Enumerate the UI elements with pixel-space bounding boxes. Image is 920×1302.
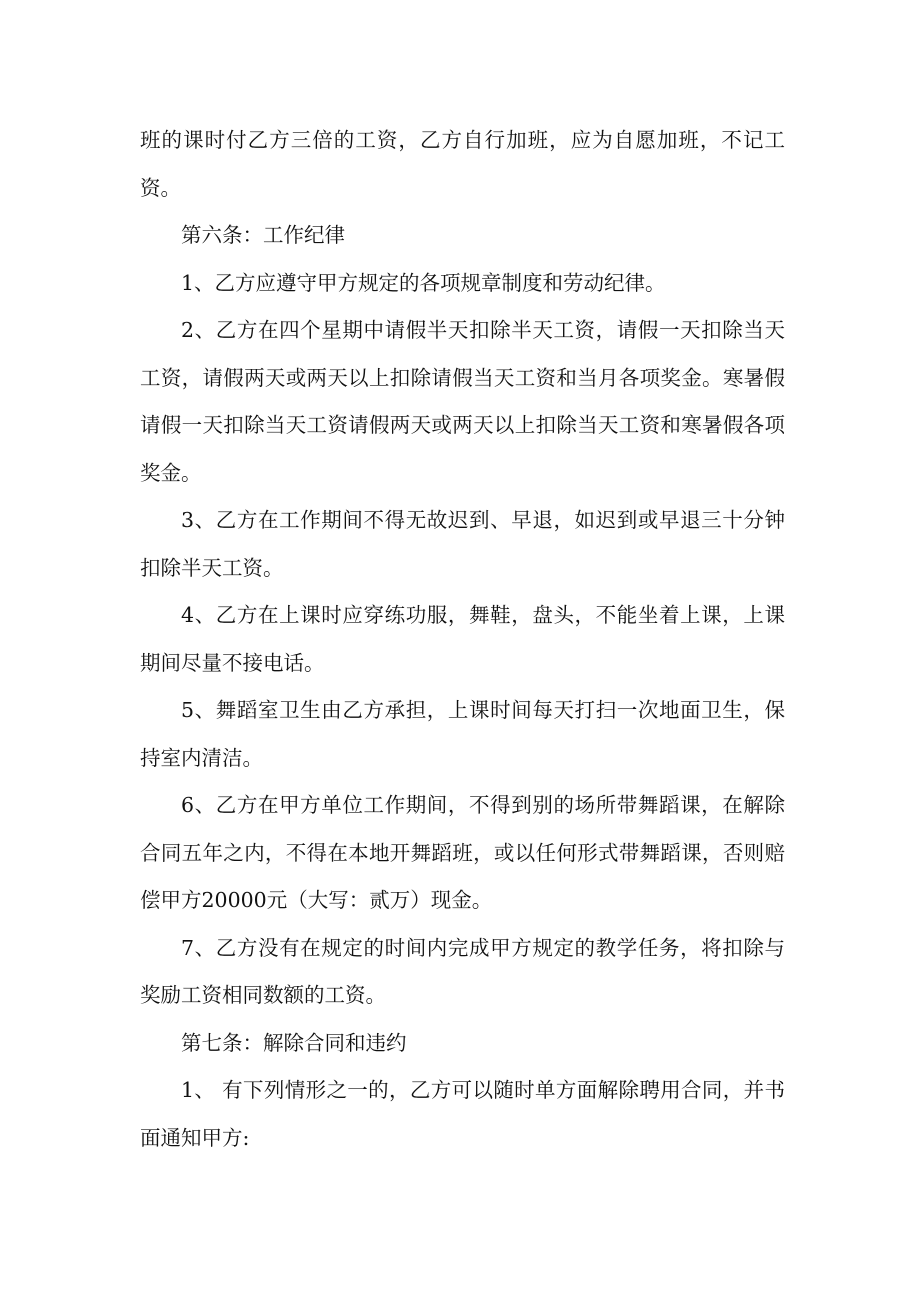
- paragraph-rule-7: 7、乙方没有在规定的时间内完成甲方规定的教学任务，将扣除与奖励工资相同数额的工资。: [140, 935, 785, 1007]
- paragraph-termination-1: 1、 有下列情形之一的，乙方可以随时单方面解除聘用合同，并书面通知甲方:: [140, 1078, 785, 1150]
- heading-article-6: 第六条：工作纪律: [181, 223, 345, 247]
- paragraph-rule-6: 6、乙方在甲方单位工作期间，不得到别的场所带舞蹈课，在解除合同五年之内，不得在本地开舞蹈班，或以任何形式带舞蹈课，否则赔偿甲方20000元（大写：贰万）现金。: [140, 793, 785, 912]
- paragraph-rule-2: 2、乙方在四个星期中请假半天扣除半天工资，请假一天扣除当天工资，请假两天或两天以上扣除请假当天工资和当月各项奖金。寒暑假请假一天扣除当天工资请假两天或两天以上扣除当天工资和寒暑假各项奖金。: [140, 318, 785, 485]
- paragraph-rule-4: 4、乙方在上课时应穿练功服，舞鞋，盘头，不能坐着上课，上课期间尽量不接电话。: [140, 603, 785, 675]
- paragraph-rule-5: 5、舞蹈室卫生由乙方承担，上课时间每天打扫一次地面卫生，保持室内清洁。: [140, 698, 785, 770]
- document-body: [140, 117, 785, 1162]
- paragraph-rule-1: 1、乙方应遵守甲方规定的各项规章制度和劳动纪律。: [181, 270, 666, 295]
- heading-article-7: 第七条：解除合同和违约: [181, 1030, 407, 1055]
- paragraph-overtime-continuation: 班的课时付乙方三倍的工资，乙方自行加班，应为自愿加班，不记工资。: [140, 128, 785, 200]
- paragraph-rule-3: 3、乙方在工作期间不得无故迟到、早退，如迟到或早退三十分钟扣除半天工资。: [140, 508, 785, 580]
